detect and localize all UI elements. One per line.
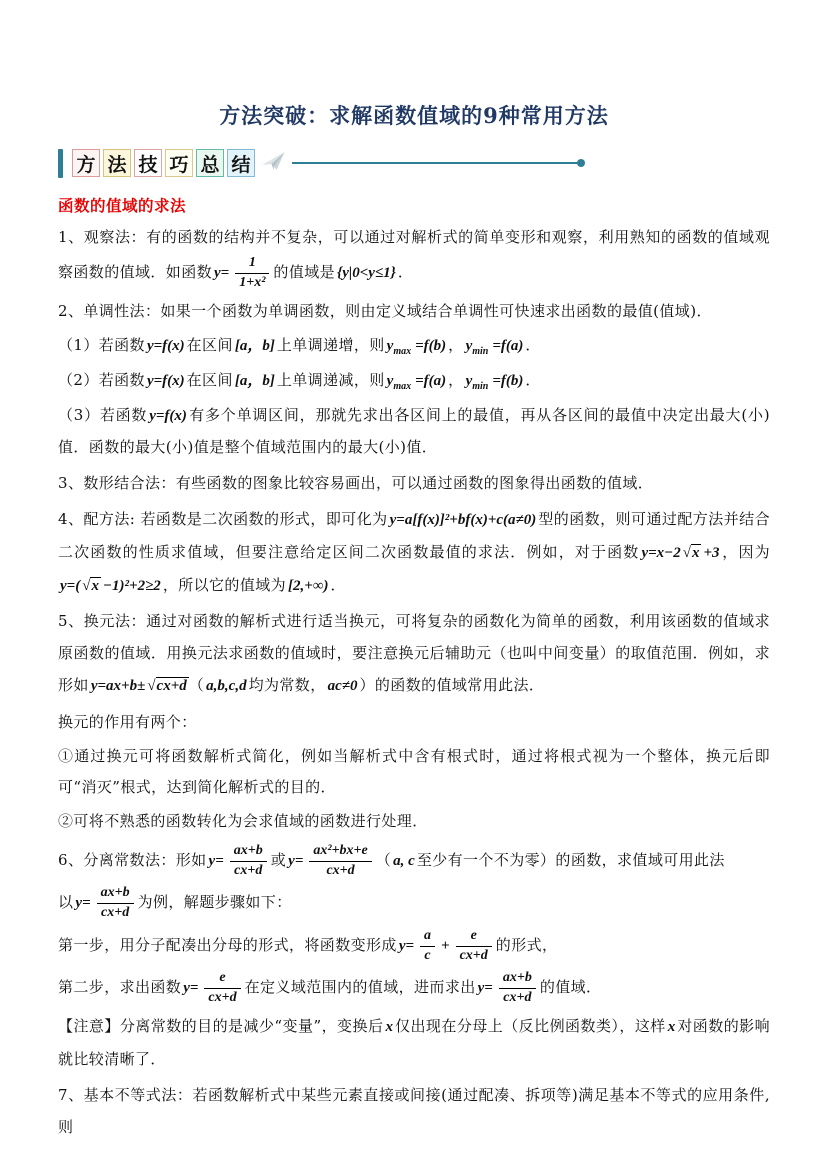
method-5-substitution: 5、换元法：通过对函数的解析式进行适当换元，可将复杂的函数化为简单的函数，利用该函数的值域求原函数的值域．用换元法求函数的值域时，要注意换元后辅助元（也叫中间变量）的取值范围．例如，求形如 y=ax+b± √cx+d （ a,b,c,d 均为常数， ac≠0 ）的函数的值域常用此法． [58,612,770,694]
method-5-purpose-1: ①通过换元可将函数解析式简化，例如当解析式中含有根式时，通过将根式视为一个整体，换元后即可“消灭”根式，达到简化解析式的目的． [58,746,770,797]
method-5-purpose-2: ②可将不熟悉的函数转化为会求值域的函数进行处理． [58,812,428,831]
method-6-step-2: 第二步，求出函数 y= $\frac{e}{cx+d}$ 在定义域范围内的值域，进而求出 y= $\frac{ax+b}{cx+d}$ 的值域． [58,970,602,1006]
banner-char-box: 法 [103,149,131,177]
method-1-observation: 1、观察法：有的函数的结构并不复杂，可以通过对解析式的简单变形和观察，利用熟知的函数的值域观察函数的值域．如函数 y= $\frac{1}{\text{1+x²}}$ 的值域是 {y|0<y≤1} ． [58,228,770,290]
banner-char-box: 方 [72,149,100,177]
method-3-graphing: 3、数形结合法：有些函数的图象比较容易画出，可以通过函数的图象得出函数的值域． [58,474,654,493]
paper-plane-icon [261,150,287,175]
method-6-step-1: 第一步，用分子配凑出分母的形式，将函数变形成 y= $\frac{a}{c}$ + $\frac{e}{cx+d}$ 的形式， [58,927,558,963]
method-2-monotonicity: 2、单调性法：如果一个函数为单调函数，则由定义域结合单调性可快速求出函数的最值(值域)． [58,302,712,321]
banner-char-box: 总 [196,149,224,177]
method-6-note: 【注意】分离常数的目的是减少“变量”，变换后 x 仅出现在分母上（反比例函数类），这样 x 对函数的影响就比较清晰了． [58,1017,771,1069]
method-summary-banner [58,146,770,180]
banner-divider-line [292,162,580,164]
page-title: 方法突破：求解函数值域的9种常用方法 [219,103,609,128]
method-6-separate-constant: 6、分离常数法：形如 y= $\frac{ax+b}{cx+d}$ 或 y= $\frac{\text{ax²+bx+e}}{cx+d}$ （ a, c 至少有一个不为零）的函数，求值域可用此法 [58,842,725,879]
method-6-example-intro: 以 y= $\frac{ax+b}{cx+d}$ 为例，解题步骤如下： [58,885,292,921]
banner-char-box: 技 [134,149,162,177]
method-5-purposes-intro: 换元的作用有两个： [58,712,197,731]
method-2-case-2: （2）若函数 y=f(x) 在区间 [a，b] 上单调递减，则 $y_{max} =f(a)$ ， $y_{min} =f(b)$ ． [58,370,541,392]
section-heading: 函数的值域的求法 [58,196,187,215]
banner-char-box: 巧 [165,149,193,177]
banner-char-box: 结 [227,149,255,177]
method-4-completing-square: 4、配方法: 若函数是二次函数的形式，即可化为 y=a[f(x)]²+bf(x)+c(a≠0) 型的函数，则可通过配方法并结合二次函数的性质求值域，但要注意给定区间二次函数最值的求法．例如，对于函数 y=x−2 √x +3 ，因为y=( √x −1)²+2≥2 ，所以它的值域为 [2,+∞) ． [58,509,771,594]
method-2-case-1: （1）若函数 y=f(x) 在区间 [a，b] 上单调递增，则 $y_{max} =f(b)$ ， $y_{min} =f(a)$ ． [58,335,541,357]
method-2-case-3: （3）若函数 y=f(x) 有多个单调区间，那就先求出各区间上的最值，再从各区间的最值中决定出最大(小)值．函数的最大(小)值是整个值域范围内的最大(小)值． [58,405,770,457]
accent-bar [58,149,63,178]
method-7-basic-inequality: 7、基本不等式法：若函数解析式中某些元素直接或间接(通过配凑、拆项等)满足基本不等式的应用条件,则 [58,1086,770,1136]
